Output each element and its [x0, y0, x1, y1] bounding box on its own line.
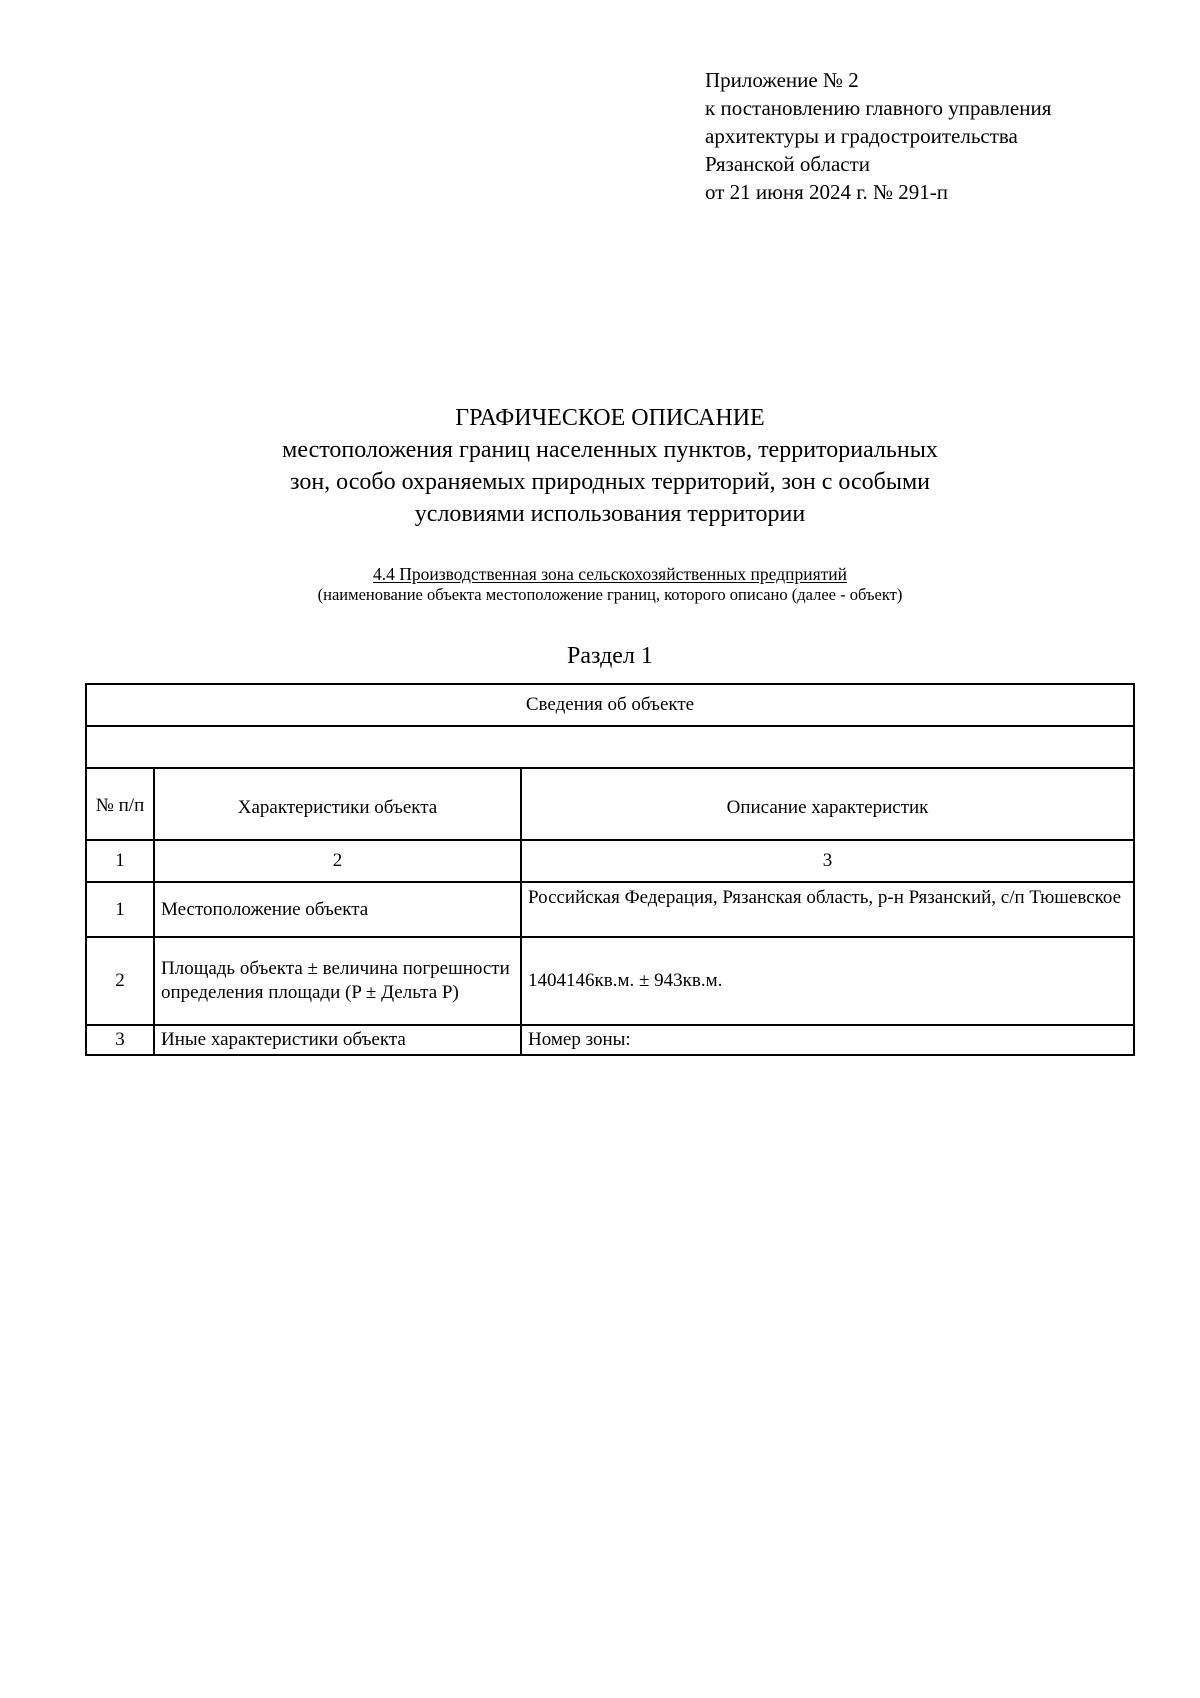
row-description: 1404146кв.м. ± 943кв.м.: [521, 937, 1134, 1025]
row-num: 1: [86, 882, 154, 937]
table-header-row: [86, 768, 1134, 840]
index-cell: 3: [521, 840, 1134, 882]
title-line: местоположения границ населенных пунктов, территориальных: [282, 437, 938, 463]
title-line: условиями использования территории: [414, 501, 806, 527]
header-num: № п/п: [86, 768, 154, 840]
row-description: Номер зоны:: [521, 1025, 1134, 1055]
object-info-table: [85, 683, 1135, 1056]
appendix-line: архитектуры и градостроительства: [705, 124, 1018, 148]
appendix-line: от 21 июня 2024 г. № 291-п: [705, 180, 948, 204]
document-title: [0, 402, 1200, 530]
header-characteristics: Характеристики объекта: [154, 768, 521, 840]
title-heading: ГРАФИЧЕСКОЕ ОПИСАНИЕ: [455, 405, 765, 431]
row-characteristic: Площадь объекта ± величина погрешности определения площади (P ± Дельта P): [154, 937, 521, 1025]
table-caption: Сведения об объекте: [86, 684, 1134, 726]
table-caption-row: [86, 684, 1134, 726]
row-description: Российская Федерация, Рязанская область, р-н Рязанский, с/п Тюшевское: [521, 882, 1134, 937]
table-empty-row: [86, 726, 1134, 768]
empty-cell: [86, 726, 1134, 768]
object-name-note: (наименование объекта местоположение границ, которого описано (далее - объект): [317, 585, 903, 604]
section-title: Раздел 1: [567, 643, 653, 669]
table-index-row: [86, 840, 1134, 882]
appendix-line: Приложение № 2: [705, 68, 859, 92]
table-row: [86, 1025, 1134, 1055]
header-description: Описание характеристик: [521, 768, 1134, 840]
appendix-block: [705, 66, 1051, 206]
object-name-block: [0, 563, 1200, 605]
index-cell: 2: [154, 840, 521, 882]
row-characteristic: Иные характеристики объекта: [154, 1025, 521, 1055]
appendix-line: Рязанской области: [705, 152, 871, 176]
table-row: [86, 937, 1134, 1025]
appendix-line: к постановлению главного управления: [705, 96, 1052, 120]
row-num: 3: [86, 1025, 154, 1055]
table-row: [86, 882, 1134, 937]
row-num: 2: [86, 937, 154, 1025]
index-cell: 1: [86, 840, 154, 882]
title-line: зон, особо охраняемых природных территорий, зон с особыми: [289, 469, 931, 495]
object-name: 4.4 Производственная зона сельскохозяйственных предприятий: [372, 564, 848, 584]
row-characteristic: Местоположение объекта: [154, 882, 521, 937]
